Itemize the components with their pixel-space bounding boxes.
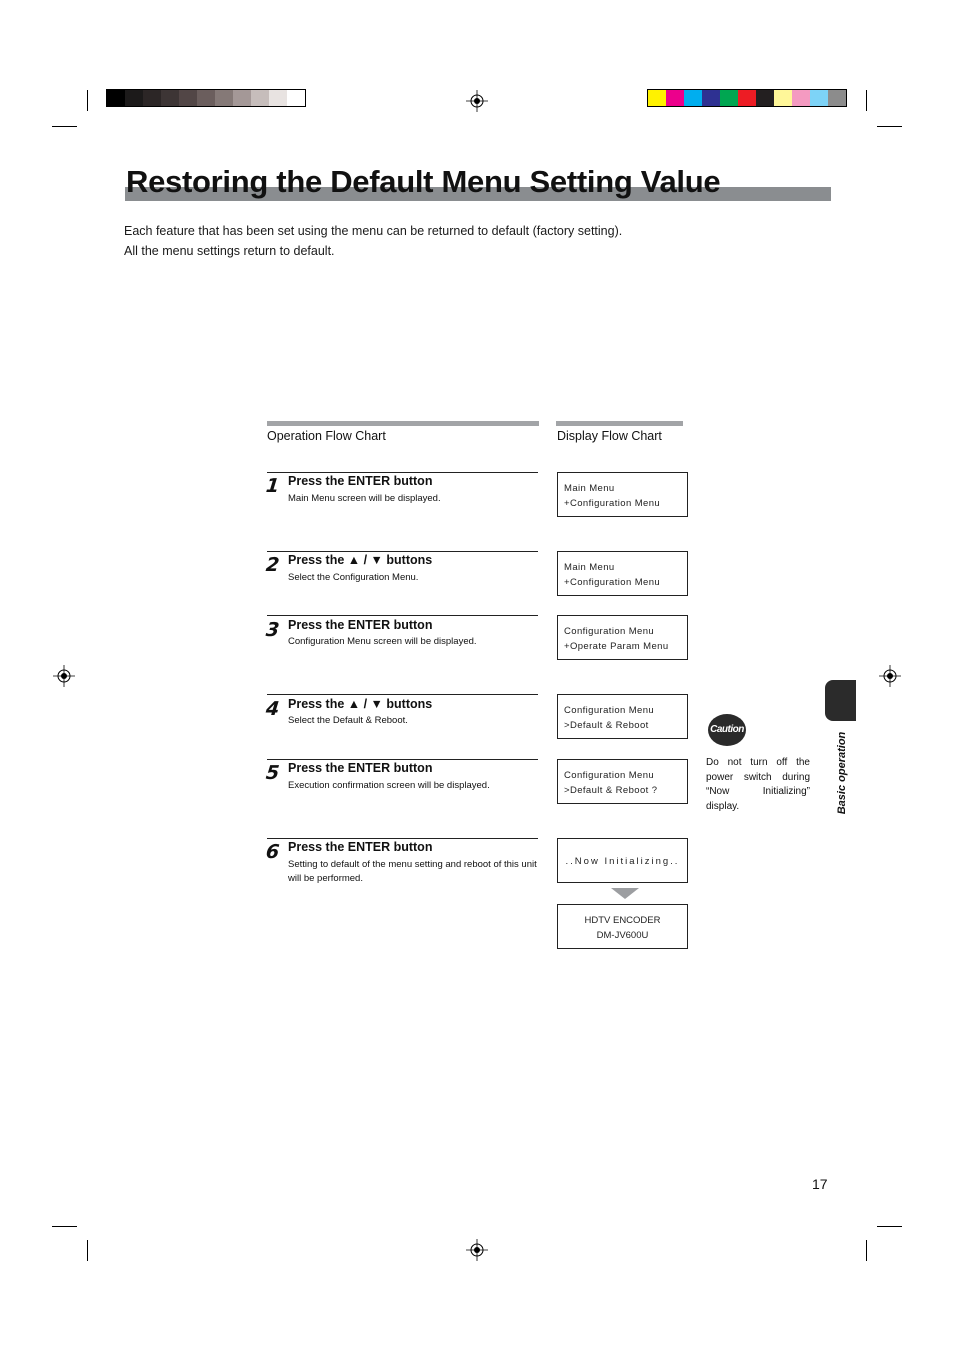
section-label: Basic operation <box>836 731 848 815</box>
display-line: HDTV ENCODER <box>584 915 661 926</box>
step-number: 6 <box>264 841 281 863</box>
color-swatch <box>269 90 287 106</box>
display-header-bar <box>556 421 683 426</box>
display-line: +Configuration Menu <box>564 577 661 588</box>
color-swatch <box>215 90 233 106</box>
display-line: Configuration Menu <box>564 626 655 637</box>
crop-mark <box>877 126 902 127</box>
display-screen <box>557 551 688 596</box>
color-swatch <box>738 90 756 106</box>
step-description: Select the Configuration Menu. <box>288 572 419 583</box>
display-screen <box>557 694 688 739</box>
color-swatch <box>702 90 720 106</box>
step-number: 1 <box>264 475 281 497</box>
step-number: 4 <box>264 698 281 720</box>
display-line: +Operate Param Menu <box>564 641 669 652</box>
color-swatch <box>756 90 774 106</box>
page-title: Restoring the Default Menu Setting Value <box>126 164 721 199</box>
step-description: Setting to default of the menu setting and reboot of this unit will be performed. <box>288 859 537 884</box>
display-screen <box>557 615 688 660</box>
display-screen <box>557 904 688 949</box>
display-line: >Default & Reboot ? <box>564 785 658 796</box>
crop-mark <box>52 1226 77 1227</box>
step-number: 5 <box>264 762 281 784</box>
step-title: Press the ENTER button <box>288 840 433 854</box>
color-swatch <box>774 90 792 106</box>
step-description: Execution confirmation screen will be displayed. <box>288 780 490 791</box>
step-title: Press the ENTER button <box>288 761 433 775</box>
caution-text: Do not turn off the power switch during “Now Initializing” display. <box>706 757 810 812</box>
color-swatch <box>810 90 828 106</box>
step-number: 3 <box>264 619 281 641</box>
color-swatch <box>666 90 684 106</box>
step-divider <box>267 759 538 760</box>
step-title: Press the ENTER button <box>288 618 433 632</box>
color-swatch <box>720 90 738 106</box>
display-line: Main Menu <box>564 483 615 494</box>
display-flow-header: Display Flow Chart <box>557 429 662 443</box>
display-line: Main Menu <box>564 562 615 573</box>
display-line: Configuration Menu <box>564 705 655 716</box>
arrow-down-icon <box>611 888 639 899</box>
crop-mark <box>877 1226 902 1227</box>
display-line: DM-JV600U <box>596 930 649 941</box>
caution-icon: Caution <box>708 714 746 746</box>
step-divider <box>267 838 538 839</box>
color-swatch <box>287 90 305 106</box>
color-swatch <box>179 90 197 106</box>
operation-flow-header: Operation Flow Chart <box>267 429 386 443</box>
color-swatch <box>143 90 161 106</box>
step-description: Main Menu screen will be displayed. <box>288 493 441 504</box>
color-swatch <box>107 90 125 106</box>
display-screen <box>557 838 688 883</box>
color-swatch <box>251 90 269 106</box>
step-divider <box>267 615 538 616</box>
operation-header-bar <box>267 421 539 426</box>
step-title: Press the ENTER button <box>288 474 433 488</box>
step-divider <box>267 551 538 552</box>
step-divider <box>267 694 538 695</box>
intro-line: Each feature that has been set using the menu can be returned to default (factory setting). <box>124 224 623 238</box>
step-divider <box>267 472 538 473</box>
crop-mark <box>866 90 867 111</box>
intro-text <box>124 221 622 261</box>
color-swatch <box>233 90 251 106</box>
color-swatch <box>125 90 143 106</box>
registration-mark-icon <box>53 665 75 687</box>
crop-mark <box>866 1240 867 1261</box>
step-title: Press the ▲ / ▼ buttons <box>288 553 433 567</box>
display-screen <box>557 759 688 804</box>
registration-mark-icon <box>466 90 488 112</box>
step-description: Select the Default & Reboot. <box>288 715 408 726</box>
display-screen <box>557 472 688 517</box>
display-line: Configuration Menu <box>564 770 655 781</box>
color-swatch-strip <box>647 89 847 107</box>
grayscale-swatch-strip <box>106 89 306 107</box>
crop-mark <box>87 1240 88 1261</box>
intro-line: All the menu settings return to default. <box>124 244 335 258</box>
page-number: 17 <box>812 1176 828 1192</box>
registration-mark-icon <box>466 1239 488 1261</box>
color-swatch <box>684 90 702 106</box>
color-swatch <box>828 90 846 106</box>
step-number: 2 <box>264 554 281 576</box>
registration-mark-icon <box>879 665 901 687</box>
color-swatch <box>648 90 666 106</box>
color-swatch <box>792 90 810 106</box>
crop-mark <box>52 126 77 127</box>
display-line: >Default & Reboot <box>564 720 649 731</box>
color-swatch <box>197 90 215 106</box>
display-line: +Configuration Menu <box>564 498 661 509</box>
crop-mark <box>87 90 88 111</box>
display-line: ..Now Initializing.. <box>565 856 680 867</box>
step-description: Configuration Menu screen will be displayed. <box>288 636 477 647</box>
step-title: Press the ▲ / ▼ buttons <box>288 697 433 711</box>
color-swatch <box>161 90 179 106</box>
